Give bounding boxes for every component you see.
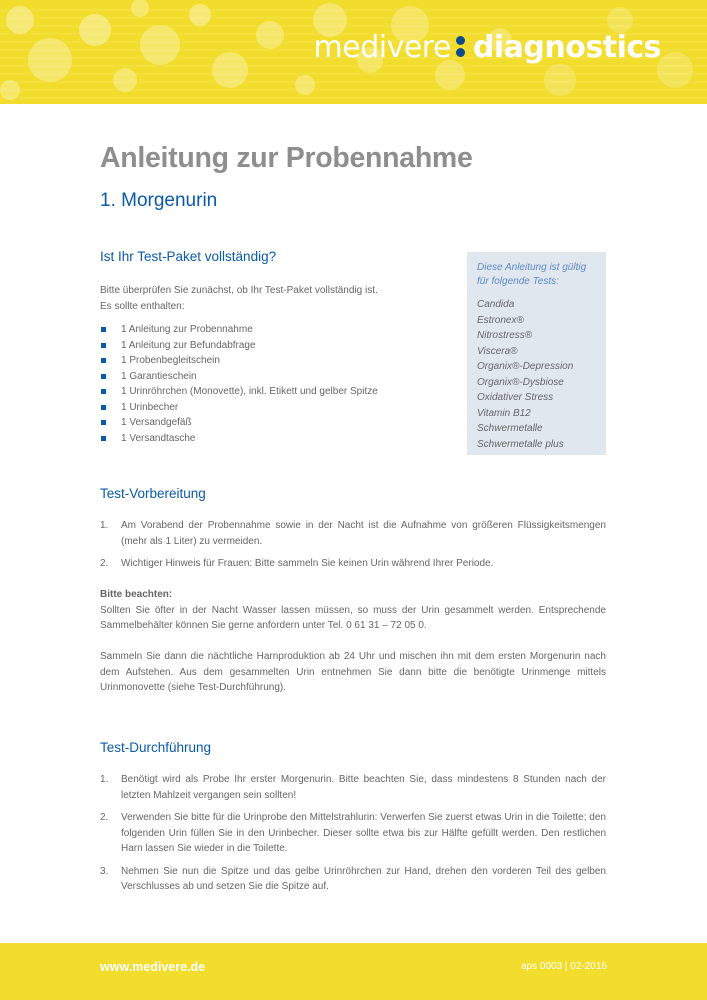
list-item: Organix®-Dysbiose <box>477 376 564 388</box>
valid-tests-box <box>467 252 606 455</box>
list-item: 1 Urinbecher <box>100 400 378 416</box>
list-item: Vitamin B12 <box>477 407 531 419</box>
list-item: Estronex® <box>477 314 524 326</box>
bullet-square-icon <box>101 405 106 410</box>
list-item: Schwermetalle <box>477 423 543 434</box>
note-heading: Bitte beachten: <box>100 589 173 600</box>
collection-paragraph: Sammeln Sie dann die nächtliche Harnproduktion ab 24 Uhr und mischen ihn mit dem ersten Morgenurin nach dem Aufstehen. Aus dem gesammelten Urin entnehmen Sie dann bitte die benötigte Urinmenge mittels Urinmonovette (siehe Test-Durchführung). <box>100 651 606 693</box>
bullet-square-icon <box>101 343 106 348</box>
list-item: Organix®-Depression <box>477 361 574 372</box>
page-subtitle: 1. Morgenurin <box>100 190 218 211</box>
bullet-square-icon <box>101 374 106 379</box>
section-heading-completeness: Ist Ihr Test-Paket vollständig? <box>100 249 277 264</box>
list-item: Candida <box>477 299 515 310</box>
package-contents-list <box>100 322 378 446</box>
logo-brand: medivere <box>313 30 451 65</box>
completeness-intro <box>100 283 430 314</box>
header-band <box>0 0 707 104</box>
list-item: 3. Nehmen Sie nun die Spitze und das gelbe Urinröhrchen zur Hand, drehen den vorderen Teil des gelben Verschlusses ab und setzen Sie die Spitze auf. <box>100 865 606 892</box>
list-item: 1 Garantieschein <box>100 369 378 385</box>
list-item: 2. Wichtiger Hinweis für Frauen: Bitte sammeln Sie keinen Urin während Ihrer Periode. <box>100 558 494 569</box>
list-item: 1. Benötigt wird als Probe Ihr erster Morgenurin. Bitte beachten Sie, dass mindestens 8 Stunden nach der letzten Mahlzeit vergangen sein sollten! <box>100 774 606 801</box>
list-item: Schwermetalle plus <box>477 438 564 450</box>
list-item: 1 Urinröhrchen (Monovette), inkl. Etikett und gelber Spitze <box>100 384 378 400</box>
document-code: aps 0003 | 02-2016 <box>520 961 607 972</box>
bullet-square-icon <box>101 389 106 394</box>
note-text: Sollten Sie öfter in der Nacht Wasser lassen müssen, so muss der Urin gesammelt werden. Entsprechende Sammelbehälter können Sie gerne anfordern unter Tel. 0 61 31 – 72 05 0. <box>100 604 606 631</box>
valid-tests-list <box>477 297 596 452</box>
bullet-square-icon <box>101 358 106 363</box>
list-item: 1 Versandgefäß <box>100 415 378 431</box>
logo-product: diagnostics <box>472 30 661 65</box>
page-title: Anleitung zur Probennahme <box>100 142 473 174</box>
valid-tests-intro: Diese Anleitung ist gültig für folgende Tests: <box>477 262 587 287</box>
list-item: 1 Versandtasche <box>100 431 378 447</box>
list-item: Viscera® <box>477 345 518 357</box>
logo-colon-icon <box>454 33 468 59</box>
section-heading-preparation: Test-Vorbereitung <box>100 486 206 501</box>
intro-line: Es sollte enthalten: <box>100 300 185 312</box>
footer-band <box>0 943 707 1000</box>
section-heading-procedure: Test-Durchführung <box>100 740 212 755</box>
list-item: 1 Probenbegleitschein <box>100 353 378 369</box>
list-item: 1 Anleitung zur Probennahme <box>100 322 378 338</box>
list-item: Oxidativer Stress <box>477 392 554 403</box>
medivere-logo <box>314 28 661 68</box>
bullet-square-icon <box>101 436 106 441</box>
list-item: 1. Am Vorabend der Probennahme sowie in der Nacht ist die Aufnahme von größeren Flüssigkeitsmengen (mehr als 1 Liter) zu vermeiden. <box>100 520 606 547</box>
preparation-steps <box>100 518 606 579</box>
list-item: 1 Anleitung zur Befundabfrage <box>100 338 378 354</box>
bullet-square-icon <box>101 327 106 332</box>
intro-line: Bitte überprüfen Sie zunächst, ob Ihr Test-Paket vollständig ist. <box>100 285 378 296</box>
list-item: 2. Verwenden Sie bitte für die Urinprobe den Mittelstrahlurin: Verwerfen Sie zuerst etwas Urin in die Toilette; den folgenden Urin füllen Sie in den Urinbecher. Dieser sollte etwa bis zur Hälfte gefüllt werden. Den restlichen Harn lassen Sie wieder in die Toilette. <box>100 812 606 854</box>
preparation-note <box>100 587 606 634</box>
procedure-steps <box>100 772 606 902</box>
website-link[interactable]: www.medivere.de <box>100 960 206 974</box>
list-item: Nitrostress® <box>477 330 533 341</box>
bullet-square-icon <box>101 420 106 425</box>
